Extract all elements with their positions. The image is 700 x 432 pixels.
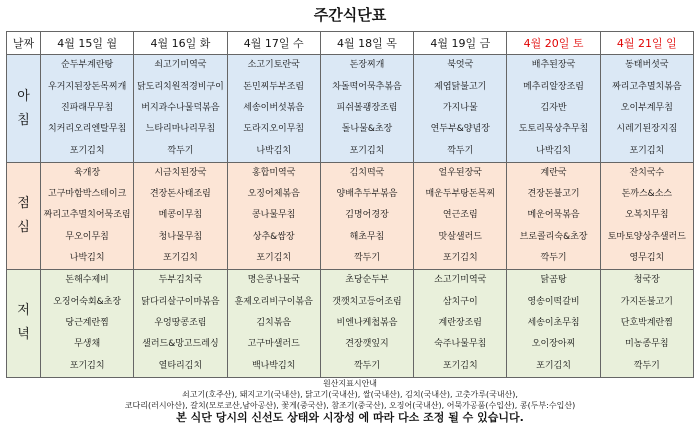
menu-item: 두부김치국 <box>158 275 203 286</box>
menu-item: 깍두기 <box>353 252 381 263</box>
menu-item: 순두부계란탕 <box>61 60 114 71</box>
menu-cell <box>600 55 693 163</box>
menu-item: 시레기된장지짐 <box>616 124 678 135</box>
day-header-7: 4월 21일 일 <box>600 32 693 55</box>
menu-item: 도토리묵상추무침 <box>518 124 589 135</box>
menu-item: 영송이떡갈비 <box>527 296 580 307</box>
menu-item: 갯깻치고등어조림 <box>332 296 402 307</box>
menu-item: 견장깻잎지 <box>345 339 389 350</box>
day-header-4: 4월 18일 목 <box>320 32 413 55</box>
menu-item: 쇠고기미역국 <box>154 60 207 71</box>
menu-item: 깍두기 <box>540 252 567 263</box>
menu-item: 깍두기 <box>447 145 474 156</box>
day-header-3: 4월 17일 수 <box>227 32 320 55</box>
menu-cell <box>320 269 413 377</box>
menu-cell <box>320 55 413 163</box>
menu-item: 상추&쌈장 <box>252 231 295 242</box>
lunch-row <box>7 163 694 270</box>
menu-item: 오징어숙회&초장 <box>53 296 122 307</box>
menu-cell <box>507 269 600 377</box>
menu-item: 고구마샐러드 <box>247 339 300 350</box>
menu-item: 잔치국수 <box>629 168 665 179</box>
menu-item: 포기김치 <box>629 145 665 156</box>
menu-item: 시금치된장국 <box>154 168 207 179</box>
notice-text: 본 식단 당시의 신선도 상태와 시장성 에 따라 다소 조정 될 수 있습니다. <box>176 411 524 424</box>
menu-item: 김치떡국 <box>349 168 385 179</box>
menu-item: 북엇국 <box>447 60 474 71</box>
menu-item: 가지나물 <box>442 102 478 113</box>
menu-item: 오이장아찌 <box>531 339 576 350</box>
menu-item: 메추리알장조림 <box>523 81 584 92</box>
header-row <box>7 32 694 55</box>
menu-item: 계란국 <box>540 168 567 179</box>
day-header-2: 4월 16일 화 <box>134 32 227 55</box>
menu-item: 나박김치 <box>69 252 105 263</box>
menu-item: 비엔나케첩볶음 <box>336 317 398 328</box>
menu-item: 고구마함박스테이크 <box>48 189 127 200</box>
menu-cell <box>227 55 320 163</box>
meal-label-char: 점 <box>17 195 30 211</box>
menu-item: 포기김치 <box>69 360 105 371</box>
menu-item: 청나물무침 <box>158 231 203 242</box>
menu-item: 김자반 <box>540 102 567 113</box>
menu-item: 깍두기 <box>353 360 381 371</box>
menu-item: 배추된장국 <box>531 60 576 71</box>
menu-item: 숙주나물무침 <box>434 339 487 350</box>
origin-title: 원산지표시안내 <box>322 379 378 388</box>
date-corner-cell: 날짜 <box>7 32 41 55</box>
menu-item: 짜리고추멸치어묵조림 <box>43 210 131 221</box>
menu-item: 포기김치 <box>256 252 292 263</box>
menu-item: 돈민찌두부조림 <box>243 81 305 92</box>
menu-item: 동태버섯국 <box>625 60 669 71</box>
menu-item: 세송이버섯볶음 <box>243 102 305 113</box>
menu-item: 초당순두부 <box>345 275 389 286</box>
menu-item: 매운두부탕돈목찌 <box>425 189 496 200</box>
menu-cell <box>134 163 227 270</box>
origin-info <box>6 378 694 410</box>
dinner-row <box>7 269 694 377</box>
menu-item: 영무김치 <box>629 252 665 263</box>
menu-item: 버지과수나물덕볶음 <box>141 102 220 113</box>
meal-label <box>7 55 41 163</box>
menu-item: 피쉬볼괭장조림 <box>336 102 398 113</box>
menu-item: 오복치무침 <box>625 210 669 221</box>
menu-item: 포기김치 <box>442 360 478 371</box>
menu-item: 명은콩나물국 <box>247 275 300 286</box>
menu-item: 포기김치 <box>349 145 385 156</box>
menu-item: 제엽닭불고기 <box>434 81 487 92</box>
meal-label-char: 녁 <box>17 327 30 343</box>
menu-item: 도라지오이무침 <box>243 124 305 135</box>
menu-item: 우엉땅콩조림 <box>154 317 207 328</box>
menu-item: 콩나물무침 <box>251 210 296 221</box>
weekly-menu-table <box>6 31 694 378</box>
menu-item: 견장돈불고기 <box>527 189 580 200</box>
menu-cell <box>134 55 227 163</box>
menu-item: 해초무침 <box>349 231 385 242</box>
menu-item: 세송이초무침 <box>527 317 580 328</box>
menu-cell <box>134 269 227 377</box>
page-title: 주간식단표 <box>313 6 387 24</box>
meal-label-char: 아 <box>17 88 30 104</box>
menu-cell <box>507 163 600 270</box>
menu-cell <box>507 55 600 163</box>
menu-item: 미농종무침 <box>625 339 669 350</box>
day-header-1: 4월 15일 월 <box>41 32 134 55</box>
menu-item: 닭다리살구이마볶음 <box>141 296 220 307</box>
menu-item: 무오이무침 <box>65 231 109 242</box>
menu-item: 닭곰탕 <box>540 275 567 286</box>
menu-cell <box>320 163 413 270</box>
menu-item: 삼치구이 <box>442 296 478 307</box>
menu-cell <box>41 55 134 163</box>
menu-item: 브로콜리숙&초장 <box>519 231 588 242</box>
day-header-6: 4월 20일 토 <box>507 32 600 55</box>
menu-item: 깍두기 <box>167 145 194 156</box>
menu-cell <box>414 55 507 163</box>
menu-item: 얼우된장국 <box>438 168 482 179</box>
menu-item: 백나박김치 <box>251 360 296 371</box>
day-header-5: 4월 19일 금 <box>414 32 507 55</box>
menu-cell <box>227 269 320 377</box>
menu-item: 소고기미역국 <box>434 275 487 286</box>
meal-label-char: 저 <box>17 303 30 319</box>
menu-cell <box>414 269 507 377</box>
menu-item: 나박김치 <box>256 145 292 156</box>
menu-item: 깍두기 <box>633 360 660 371</box>
menu-cell <box>414 163 507 270</box>
menu-item: 포기김치 <box>163 252 198 263</box>
menu-item: 훈제오리비구이볶음 <box>234 296 313 307</box>
menu-item: 연두부&양념장 <box>430 124 490 135</box>
menu-item: 돌나물&초장 <box>341 124 393 135</box>
menu-item: 포기김치 <box>442 252 478 263</box>
origin-line-1: 쇠고기(호주산), 돼지고기(국내산), 닭고기(국내산), 쌀(국내산), 김치(국내산), 고춧가루(국내산), <box>182 390 518 399</box>
menu-item: 토마토양상추샐러드 <box>607 231 686 242</box>
menu-item: 오징어체볶음 <box>247 189 300 200</box>
menu-cell <box>227 163 320 270</box>
menu-item: 오이부계무침 <box>620 102 673 113</box>
menu-item: 우거지된장돈목찌개 <box>48 81 127 92</box>
menu-item: 당근계란찜 <box>65 317 109 328</box>
menu-item: 차돌떡어묵추볶음 <box>332 81 402 92</box>
menu-item: 느타리마나리무침 <box>145 124 216 135</box>
menu-item: 돈장찌개 <box>349 60 385 71</box>
menu-item: 포기김치 <box>69 145 105 156</box>
origin-line-2: 코다리(러시아산), 갈치(모로코산,남아공산), 꽃게(중국산), 참조기(중국산), 오징어(국내산), 어묵가공품(수입산), 콩(두부:수입산) <box>124 401 576 410</box>
menu-item: 맛살샐러드 <box>438 231 482 242</box>
menu-item: 김명어경장 <box>345 210 389 221</box>
menu-item: 포기김치 <box>536 360 571 371</box>
meal-label <box>7 163 41 270</box>
menu-item: 단호박계란찜 <box>620 317 673 328</box>
menu-item: 치커리오리엔탈무침 <box>48 124 127 135</box>
menu-item: 홍합미역국 <box>251 168 296 179</box>
menu-item: 무생채 <box>74 339 101 350</box>
menu-item: 김치볶음 <box>256 317 292 328</box>
menu-item: 나박김치 <box>536 145 571 156</box>
menu-item: 진파래무무침 <box>61 102 114 113</box>
menu-item: 소고기토란국 <box>247 60 300 71</box>
menu-item: 닭도리치원적경비구이 <box>136 81 224 92</box>
menu-item: 열타리김치 <box>158 360 203 371</box>
menu-item: 양배추두부볶음 <box>336 189 398 200</box>
menu-item: 청국장 <box>633 275 660 286</box>
menu-item: 계란장조림 <box>438 317 482 328</box>
menu-item: 가지돈불고기 <box>620 296 673 307</box>
breakfast-row <box>7 55 694 163</box>
menu-item: 메콩이무침 <box>158 210 203 221</box>
menu-item: 돈해수제비 <box>65 275 109 286</box>
meal-label-char: 심 <box>17 219 30 235</box>
menu-item: 짜리고추멸치볶음 <box>612 81 682 92</box>
menu-item: 메운어묵볶음 <box>527 210 580 221</box>
menu-item: 연근조림 <box>442 210 478 221</box>
meal-label-char: 침 <box>17 112 30 128</box>
menu-cell <box>600 269 693 377</box>
menu-cell <box>41 269 134 377</box>
menu-item: 육개장 <box>74 168 101 179</box>
menu-item: 샐러드&망고드레싱 <box>142 339 219 350</box>
meal-label <box>7 269 41 377</box>
menu-item: 견장돈사태조림 <box>149 189 211 200</box>
menu-cell <box>600 163 693 270</box>
menu-cell <box>41 163 134 270</box>
menu-item: 돈까스&소스 <box>621 189 673 200</box>
